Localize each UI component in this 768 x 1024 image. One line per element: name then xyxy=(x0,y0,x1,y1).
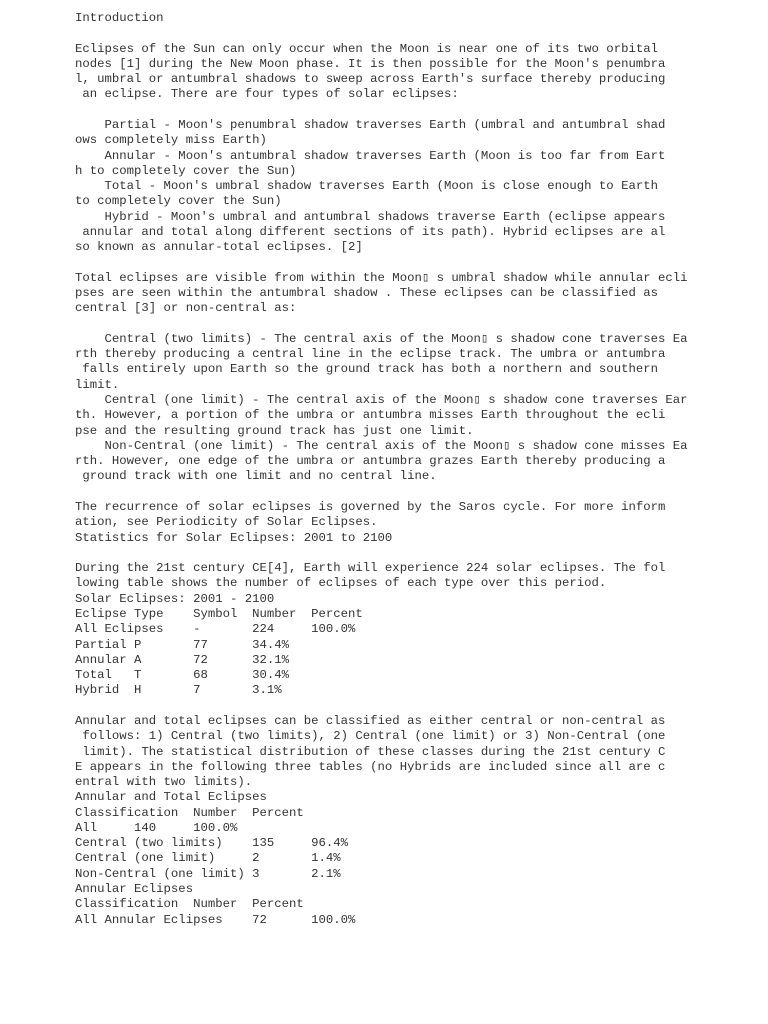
document-text: Introduction Eclipses of the Sun can only occur when the Moon is near one of its two orbital nodes [1] during the New Moon phase. It is then possible for the Moon's penumbra l, umbral or antumbral shadows to sweep across Earth's surface thereby producing an eclipse. There are four types of solar eclipses: Partial - Moon's penumbral shadow traverses Earth (umbral and antumbral shad ows completely miss Earth) Annular - Moon's antumbral shadow traverses Earth (Moon is too far from Eart h to completely cover the Sun) Total - Moon's umbral shadow traverses Earth (Moon is close enough to Earth to completely cover the Sun) Hybrid - Moon's umbral and antumbral shadows traverse Earth (eclipse appears annular and total along different sections of its path). Hybrid eclipses are al so known as annular-total eclipses. [2] Total eclipses are visible from within the Moon▯ s umbral shadow while annular ecli pses are seen within the antumbral shadow . These eclipses can be classified as central [3] or non-central as: Central (two limits) - The central axis of the Moon▯ s shadow cone traverses Ea rth thereby producing a central line in the eclipse track. The umbra or antumbra falls entirely upon Earth so the ground track has both a northern and southern limit. Central (one limit) - The central axis of the Moon▯ s shadow cone traverses Ear th. However, a portion of the umbra or antumbra misses Earth throughout the ecli pse and the resulting ground track has just one limit. Non-Central (one limit) - The central axis of the Moon▯ s shadow cone misses Ea rth. However, one edge of the umbra or antumbra grazes Earth thereby producing a ground track with one limit and no central line. The recurrence of solar eclipses is governed by the Saros cycle. For more inform ation, see Periodicity of Solar Eclipses. Statistics for Solar Eclipses: 2001 to 2100 During the 21st century CE[4], Earth will experience 224 solar eclipses. The fol lowing table shows the number of eclipses of each type over this period. Solar Eclipses: 2001 - 2100 Eclipse Type Symbol Number Percent All Eclipses - 224 100.0% Partial P 77 34.4% Annular A 72 32.1% Total T 68 30.4% Hybrid H 7 3.1% Annular and total eclipses can be classified as either central or non-central as follows: 1) Central (two limits), 2) Central (one limit) or 3) Non-Central (one limit). The statistical distribution of these classes during the 21st century C E appears in the following three tables (no Hybrids are included since all are c entral with two limits). Annular and Total Eclipses Classification Number Percent All 140 100.0% Central (two limits) 135 96.4% Central (one limit) 2 1.4% Non-Central (one limit) 3 2.1% Annular Eclipses Classification Number Percent All Annular Eclipses 72 100.0% xyxy=(75,11,688,927)
